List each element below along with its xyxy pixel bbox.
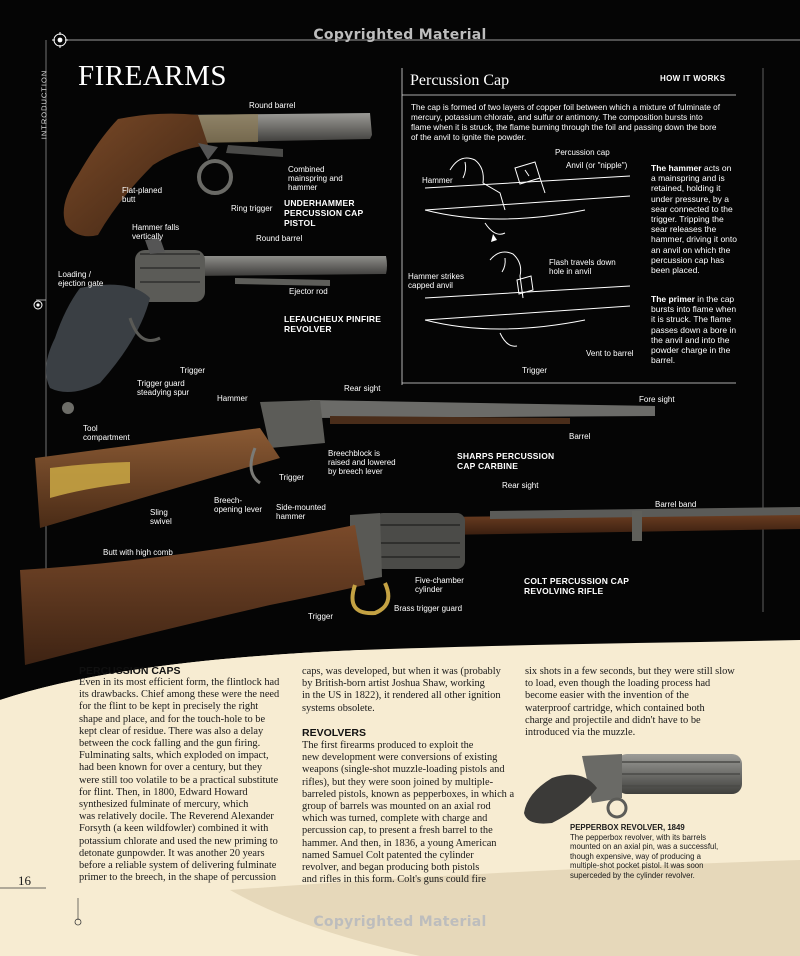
heading-percussion-caps: PERCUSSION CAPS [79, 665, 181, 677]
rifle-label-barrel-band: Barrel band [655, 500, 697, 509]
text-column-2b [302, 740, 517, 886]
column-3-line: introduced via the muzzle. [525, 727, 636, 739]
pepperbox-caption-text [570, 833, 755, 881]
panel-title: Percussion Cap [410, 72, 510, 89]
column-2b-line: new development were conversions of existing [302, 752, 498, 764]
label-percussion-cap: Percussion cap [555, 148, 610, 157]
pistol-caption: UNDERHAMMER PERCUSSION CAP PISTOL [284, 198, 364, 228]
carbine-label-hammer: Hammer [217, 394, 248, 403]
pepperbox-caption [570, 823, 755, 881]
column-1-line: for the flint to be kept in precisely the right [79, 701, 259, 713]
carbine-label-fore-sight: Fore sight [639, 395, 675, 404]
primer-note [651, 294, 737, 365]
label-trigger-diagram: Trigger [522, 366, 548, 375]
carbine-label-breechblock: Breechblock is raised and lowered by breech lever [328, 449, 396, 476]
carbine-label-barrel: Barrel [569, 432, 591, 441]
column-2a-line: systems obsolete. [302, 702, 375, 714]
hammer-note [651, 163, 737, 275]
page-title: FIREARMS [78, 60, 228, 92]
carbine-label-tool: Tool compartment [83, 424, 130, 442]
rifle-caption: COLT PERCUSSION CAP REVOLVING RIFLE [524, 576, 630, 596]
carbine-label-breech-lever: Breech-opening lever [214, 496, 263, 514]
column-1-line: potassium chlorate and used the new priming to [79, 835, 278, 847]
pistol-label-round-barrel: Round barrel [249, 101, 296, 110]
label-vent: Vent to barrel [586, 349, 634, 358]
primer-note-text: in the cap bursts into flame when it is struck. The flame passes down a bore in the anvil and into the powder charge in the barrel. [651, 294, 737, 366]
column-1-line: its drawbacks. Chief among these were the need [79, 689, 280, 701]
text-column-1 [79, 677, 294, 884]
text-column-2a [302, 666, 517, 715]
column-1-line: were still too volatile to be a practical substitute [79, 774, 279, 786]
label-flash: Flash travels down hole in anvil [549, 258, 616, 276]
column-2b-line: rifles), but they were soon joined by multiple- [302, 776, 494, 788]
primer-note-bold: The primer [651, 294, 695, 304]
pepperbox-caption-title: PEPPERBOX REVOLVER, 1849 [570, 823, 685, 832]
watermark-bottom: Copyrighted Material [313, 914, 487, 930]
revolver-label-loading-gate: Loading / ejection gate [58, 270, 104, 288]
column-1-line: shape and place, and for the touch-hole to be [79, 713, 266, 725]
pepperbox-caption-line: mounted on an axial pin, was a successful, [570, 842, 719, 852]
hammer-note-text: acts on a mainspring and is retained, holding it under pressure, by a sear connected to the trigger. Tripping the sear releases the hammer, driving it onto an anvil on which the percussion cap has been placed. [651, 163, 737, 276]
rifle-label-side-hammer: Side-mounted hammer [276, 503, 326, 521]
column-1-line: Even in its most efficient form, the flintlock had [79, 677, 280, 688]
rifle-label-rear-sight: Rear sight [502, 481, 539, 490]
column-1-line: Fulminating salts, which exploded on impact, [79, 750, 269, 762]
pepperbox-caption-line: though expensive, way of producing a [570, 851, 701, 861]
label-hammer-strikes: Hammer strikes capped anvil [408, 272, 465, 290]
rifle-label-brass-guard: Brass trigger guard [394, 604, 463, 613]
column-1-line: primer to the breech, in the shape of percussion [79, 872, 277, 884]
column-1-line: was relatively docile. The Reverend Alexander [79, 811, 274, 823]
column-2a-line: in the US in 1822), it rendered all other ignition [302, 690, 501, 702]
column-2b-line: which was turned, complete with charge and [302, 813, 488, 825]
column-2b-line: group of barrels was mounted on an axial rod [302, 801, 491, 813]
label-anvil: Anvil (or "nipple") [566, 161, 628, 170]
pepperbox-caption-line: multiple-shot pocket pistol. It was soon [570, 861, 704, 871]
column-3-line: to load, even though the loading process had [525, 678, 711, 690]
carbine-label-trigger: Trigger [279, 473, 305, 482]
text-column-3 [525, 666, 755, 739]
column-1-line: for flint. Then, in 1800, Edward Howard [79, 786, 248, 798]
label-hammer-diagram: Hammer [422, 176, 453, 185]
column-1-line: before a reliable system of delivering fulminate [79, 860, 277, 872]
column-2b-line: named Samuel Colt patented the cylinder [302, 849, 474, 861]
column-1-line: synthesized fulminate of mercury, which [79, 799, 249, 811]
revolver-label-round-barrel: Round barrel [256, 234, 303, 243]
rifle-label-trigger: Trigger [308, 612, 334, 621]
pepperbox-caption-line: superceded by the cylinder revolver. [570, 870, 695, 880]
column-1-line: had been known for over a century, but they [79, 762, 263, 774]
watermark-top: Copyrighted Material [313, 27, 487, 43]
revolver-label-ejector: Ejector rod [289, 287, 328, 296]
hammer-note-bold: The hammer [651, 163, 702, 173]
pepperbox-revolver-image [522, 748, 744, 826]
column-2b-line: revolver, and began producing both pistols [302, 862, 480, 874]
column-3-line: six shots in a few seconds, but they were still slow [525, 666, 735, 677]
column-3-line: charge and projectile and didn't have to be [525, 714, 701, 726]
column-2a-line: by British-born artist Joshua Shaw, working [302, 678, 485, 690]
column-1-line: detonate gunpowder. It was another 20 years [79, 847, 265, 859]
section-tab: INTRODUCTION [39, 69, 49, 140]
column-2b-line: weapons (single-shot muzzle-loading pistols and [302, 764, 505, 776]
heading-revolvers: REVOLVERS [302, 727, 366, 739]
column-2b-line: The first firearms produced to exploit the [302, 740, 474, 751]
rifle-label-butt: Butt with high comb [103, 548, 173, 557]
page-number: 16 [18, 873, 31, 888]
revolver-label-guard: Trigger guard steadying spur [137, 379, 190, 397]
section-tab-wrap [34, 69, 49, 150]
column-2b-line: and rifles in this form. Colt's guns could fire [302, 874, 486, 886]
pistol-label-butt: Flat-planed butt [122, 186, 163, 204]
carbine-caption: SHARPS PERCUSSION CAP CARBINE [457, 451, 555, 471]
pistol-label-mainspring: Combined mainspring and hammer [288, 165, 343, 192]
column-1-line: Forsyth (a keen wildfowler) combined it with [79, 823, 269, 835]
column-1-line: between the cock falling and the gun firing. [79, 738, 261, 750]
revolver-label-trigger: Trigger [180, 366, 206, 375]
pistol-label-ring-trigger: Ring trigger [231, 204, 273, 213]
column-2b-line: hammer. And then, in 1836, a young American [302, 837, 497, 849]
panel-tag: HOW IT WORKS [660, 74, 726, 83]
carbine-label-rear-sight: Rear sight [344, 384, 381, 393]
column-2a-line: caps, was developed, but when it was (probably [302, 666, 501, 677]
column-2b-line: percussion cap, to present a fresh barrel to the [302, 825, 493, 837]
rifle-label-cylinder: Five-chamber cylinder [415, 576, 464, 594]
column-2b-line: barreled pistols, known as pepperboxes, in which a [302, 788, 515, 800]
panel-intro: The cap is formed of two layers of copper foil between which a mixture of fulminate of mercury, potassium chlorate, and sulfur or antimony. The composition bursts into flame when it is struck, the flame burning through the foil and passing down the bore of the anvil to ignite the powder. [411, 103, 720, 142]
column-3-line: waterproof cartridge, which contained both [525, 702, 705, 714]
revolver-caption: LEFAUCHEUX PINFIRE REVOLVER [284, 314, 382, 334]
column-1-line: kept clear of residue. There was also a delay [79, 725, 264, 737]
column-3-line: become easier with the invention of the [525, 690, 689, 702]
pepperbox-caption-line: The pepperbox revolver, with its barrels [570, 832, 707, 842]
revolver-label-hammer-falls: Hammer falls vertically [132, 223, 180, 241]
carbine-label-sling: Sling swivel [150, 508, 172, 526]
colt-revolving-rifle-image [20, 495, 800, 670]
